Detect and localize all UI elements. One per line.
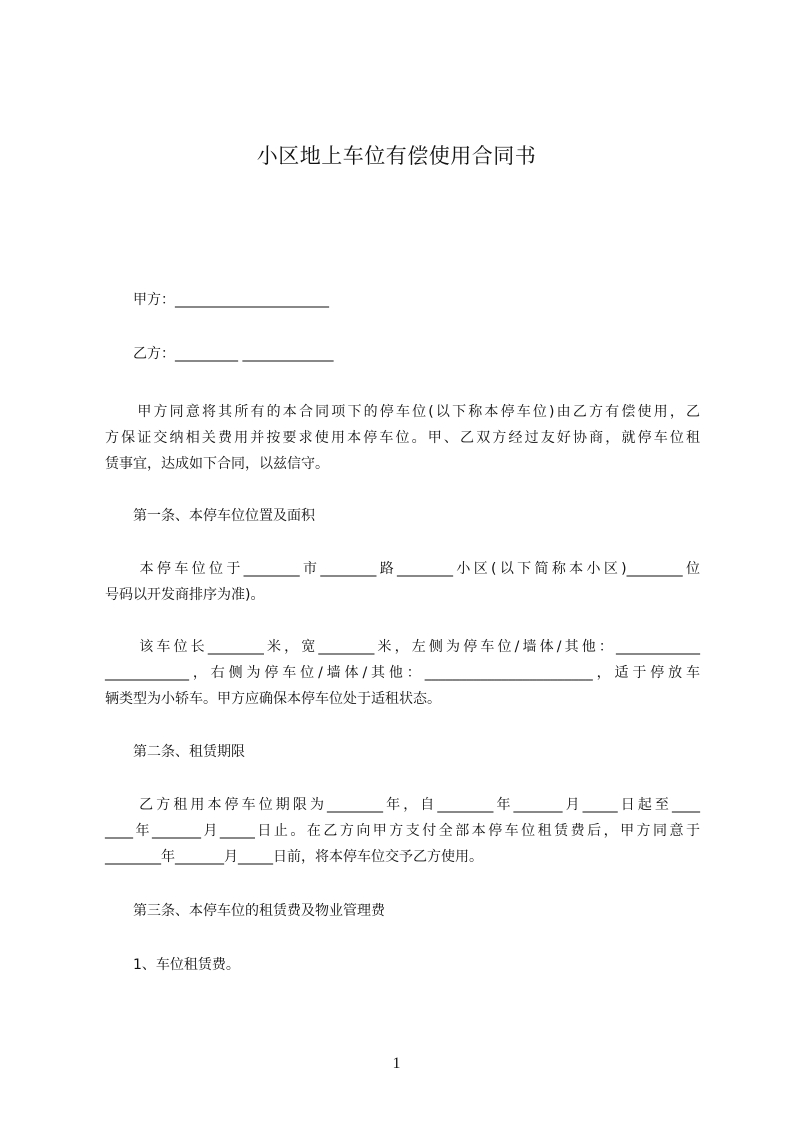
article-2-term-line-2: ____年_______月_____日止。在乙方向甲方支付全部本停车位租赁费后，甲方同意于 — [105, 823, 700, 839]
page-number: 1 — [392, 1055, 401, 1072]
article-3-heading: 第三条、本停车位的租赁费及物业管理费 — [105, 903, 385, 919]
article-1-size-line-3: 辆类型为小轿车。甲方应确保本停车位处于适租状态。 — [105, 691, 441, 707]
article-2-heading: 第二条、租赁期限 — [105, 744, 245, 760]
article-3-item-1: 1、车位租赁费。 — [105, 957, 240, 973]
article-1-size-line-1: 该车位长________米，宽________米，左侧为停车位/墙体/其他：____________ — [105, 639, 700, 655]
article-1-location-line-2: 号码以开发商排序为准)。 — [105, 587, 265, 603]
article-1-heading: 第一条、本停车位位置及面积 — [105, 508, 315, 524]
intro-paragraph-line-2: 方保证交纳相关费用并按要求使用本停车位。甲、乙双方经过友好协商，就停车位租 — [105, 430, 700, 446]
article-2-term-line-1: 乙方租用本停车位期限为________年，自________年_______月_____日起至____ — [105, 797, 700, 813]
party-a-line: 甲方：______________________ — [105, 292, 329, 308]
article-1-location-line-1: 本停车位位于________市________路________小区(以下简称本小区)________位 — [105, 561, 700, 577]
article-1-size-line-2: ____________，右侧为停车位/墙体/其他：________________________，适于停放车 — [105, 665, 700, 681]
document-title: 小区地上车位有偿使用合同书 — [256, 144, 537, 168]
intro-paragraph-line-1: 甲方同意将其所有的本合同项下的停车位(以下称本停车位)由乙方有偿使用，乙 — [105, 404, 700, 420]
intro-paragraph-line-3: 赁事宜，达成如下合同，以兹信守。 — [105, 456, 329, 472]
article-2-term-line-3: ________年_______月_____日前，将本停车位交予乙方使用。 — [105, 849, 483, 865]
party-b-line: 乙方：_________ _____________ — [105, 346, 334, 362]
